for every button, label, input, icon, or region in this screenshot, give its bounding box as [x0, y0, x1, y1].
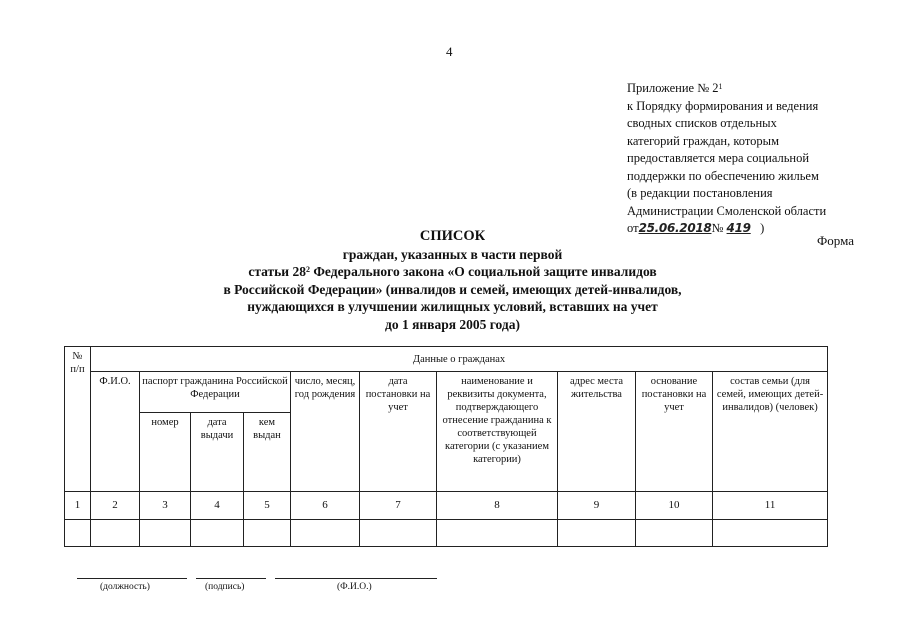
heading-line2-post: Федерального закона «О социальной защите инвалидов	[309, 264, 657, 279]
empty-cell[interactable]	[65, 520, 91, 547]
empty-cell[interactable]	[636, 520, 713, 547]
header-birth-date: число, месяц, год рождения	[291, 372, 360, 492]
appendix-line: сводных списков отдельных	[627, 116, 777, 130]
column-number: 7	[360, 492, 437, 520]
column-number: 1	[65, 492, 91, 520]
heading-line2-sup: 2	[305, 265, 310, 274]
empty-cell[interactable]	[140, 520, 191, 547]
heading-line: нуждающихся в улучшении жилищных условий, вставших на учет	[247, 299, 658, 314]
header-passport-number: номер	[140, 413, 191, 492]
handwritten-date: 25.06.2018	[638, 221, 712, 235]
heading-line: граждан, указанных в части первой	[342, 246, 563, 262]
header-row-number: № п/п	[65, 347, 91, 492]
header-passport: паспорт гражданина Российской Федерации	[140, 372, 291, 413]
header-fio: Ф.И.О.	[91, 372, 140, 492]
header-address: адрес места жительства	[558, 372, 636, 492]
date-prefix: от	[627, 221, 639, 235]
appendix-line: предоставляется мера социальной	[627, 151, 810, 165]
column-number: 2	[91, 492, 140, 520]
column-number: 6	[291, 492, 360, 520]
heading-line2-pre: статьи 28	[248, 264, 306, 279]
signature-label-sign: (подпись)	[205, 582, 245, 592]
heading-title: СПИСОК	[419, 228, 486, 244]
appendix-block	[627, 80, 887, 238]
document-heading	[190, 228, 715, 333]
handwritten-number: 419	[726, 221, 751, 235]
empty-cell[interactable]	[291, 520, 360, 547]
header-passport-date: дата выдачи	[191, 413, 244, 492]
appendix-line: поддержки по обеспечению жильем	[627, 168, 819, 183]
form-label: Форма	[817, 233, 854, 248]
appendix-line: к Порядку формирования и ведения	[627, 98, 819, 113]
empty-cell[interactable]	[558, 520, 636, 547]
table-row	[65, 520, 828, 547]
header-family: состав семьи (для семей, имеющих детей-инвалидов) (человек)	[713, 372, 828, 492]
heading-line: в Российской Федерации» (инвалидов и семей, имеющих детей-инвалидов,	[223, 281, 682, 297]
header-citizen-data: Данные о гражданах	[91, 347, 828, 372]
appendix-title-text: Приложение № 2	[627, 81, 719, 95]
signature-line-position	[77, 578, 187, 579]
header-passport-issuer: кем выдан	[244, 413, 291, 492]
header-basis: основание постановки на учет	[636, 372, 713, 492]
appendix-line: Администрации Смоленской области	[627, 203, 827, 218]
empty-cell[interactable]	[360, 520, 437, 547]
page-number: 4	[446, 44, 453, 59]
heading-line: до 1 января 2005 года)	[385, 316, 520, 332]
empty-cell[interactable]	[91, 520, 140, 547]
signature-line-name	[275, 578, 437, 579]
number-sign: №	[711, 221, 724, 235]
empty-cell[interactable]	[191, 520, 244, 547]
empty-cell[interactable]	[437, 520, 558, 547]
column-number: 9	[558, 492, 636, 520]
header-document: наименование и реквизиты документа, подтверждающего отнесение гражданина к соответствующей категории (с указанием категории)	[437, 372, 558, 492]
appendix-title	[627, 80, 887, 98]
column-number: 5	[244, 492, 291, 520]
heading-line-with-sup	[190, 263, 715, 281]
column-number: 8	[437, 492, 558, 520]
signature-label-name: (Ф.И.О.)	[337, 582, 372, 592]
column-number: 3	[140, 492, 191, 520]
appendix-line: (в редакции постановления	[627, 186, 773, 200]
appendix-line: категорий граждан, которым	[627, 133, 779, 148]
column-number: 11	[713, 492, 828, 520]
citizens-register-table	[64, 346, 828, 547]
appendix-title-sup: 1	[718, 82, 723, 91]
signature-line-sign	[196, 578, 266, 579]
column-number: 4	[191, 492, 244, 520]
signature-label-position: (должность)	[100, 582, 150, 592]
close-paren: )	[760, 221, 765, 235]
empty-cell[interactable]	[244, 520, 291, 547]
column-number: 10	[636, 492, 713, 520]
header-registration-date: дата постановки на учет	[360, 372, 437, 492]
empty-cell[interactable]	[713, 520, 828, 547]
